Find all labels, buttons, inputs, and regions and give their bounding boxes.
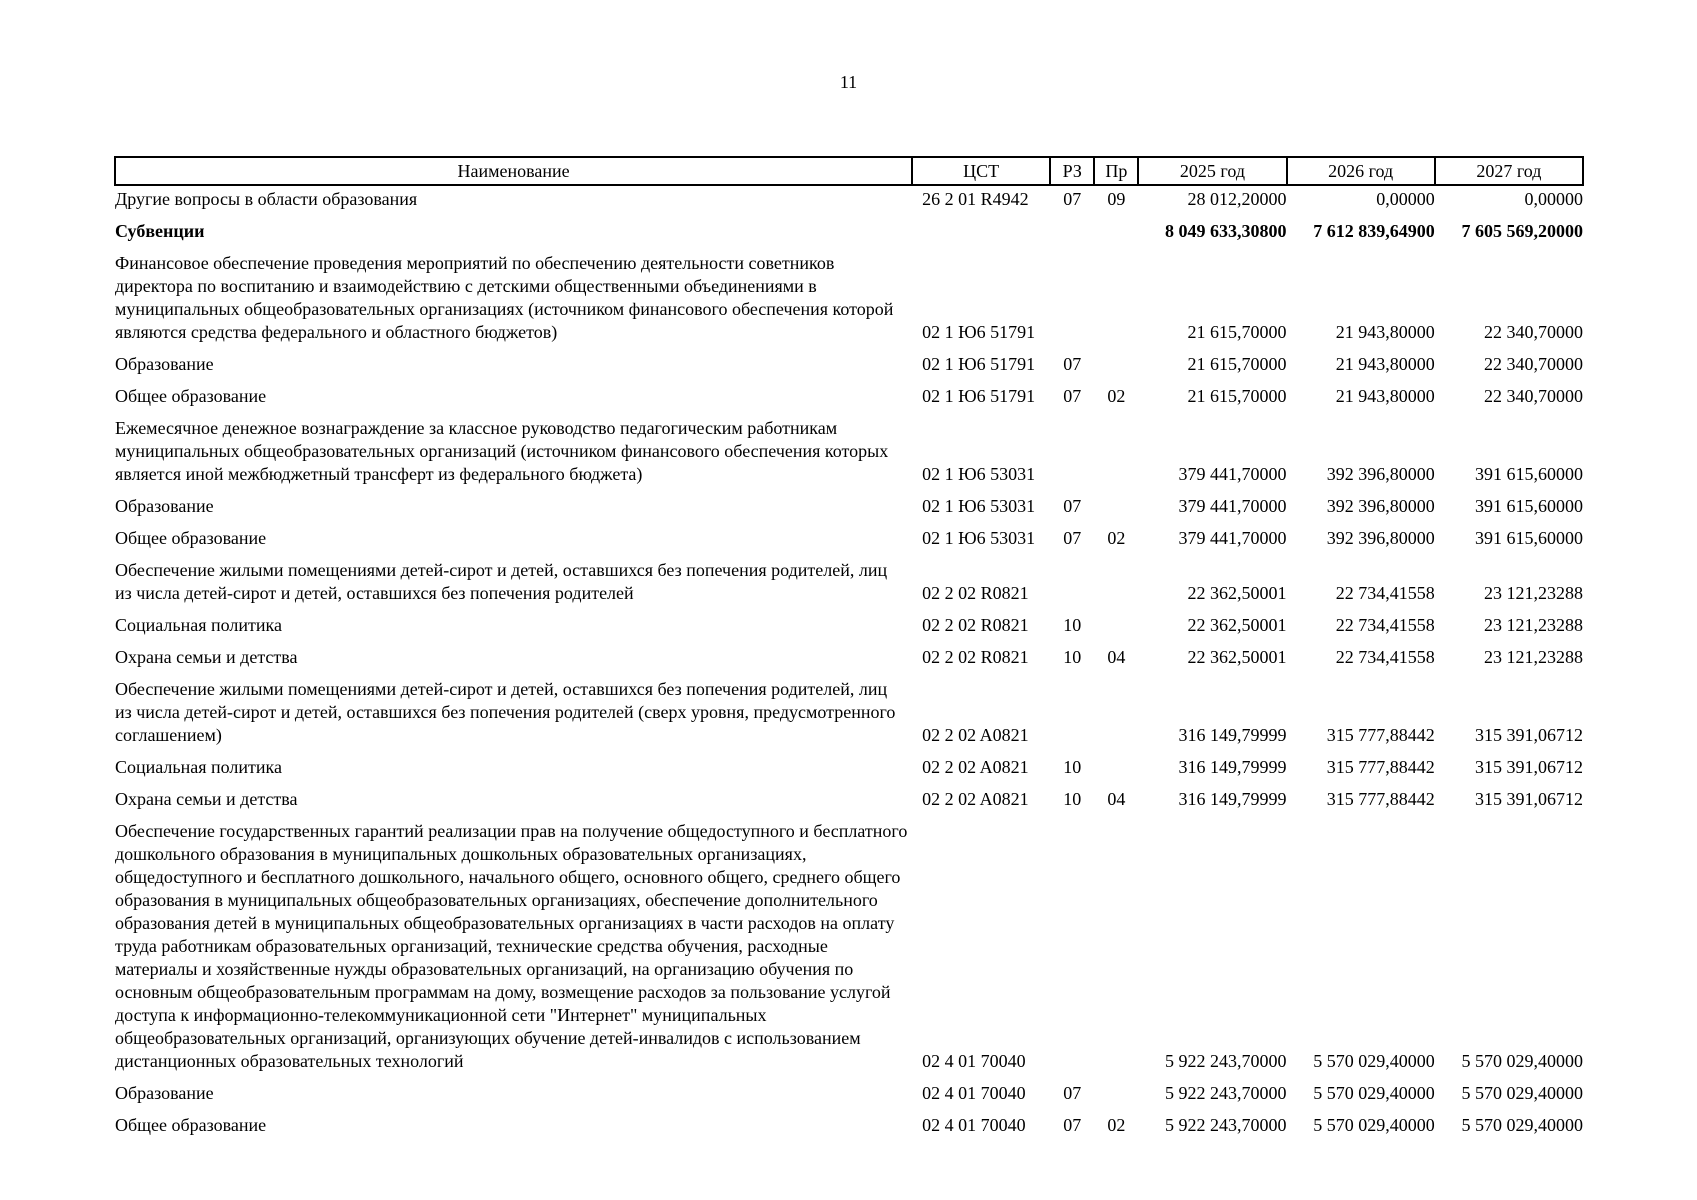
row-2026-value: 5 570 029,40000: [1313, 1083, 1435, 1103]
table-row: [115, 214, 1583, 246]
row-2027-value: 315 391,06712: [1475, 725, 1583, 745]
row-rz-cell: 07: [1063, 1115, 1082, 1135]
row-pr-cell: [1094, 608, 1138, 640]
column-header-2026: 2026 год: [1287, 157, 1435, 185]
row-name-cell: Социальная политика: [115, 615, 282, 635]
row-2025-value: 379 441,70000: [1178, 464, 1287, 484]
table-row: [115, 640, 1583, 672]
table-row: [115, 750, 1583, 782]
column-header-pr: Пр: [1094, 157, 1138, 185]
row-2027-value: 23 121,23288: [1484, 615, 1583, 635]
row-2027-value: 22 340,70000: [1484, 322, 1583, 342]
row-rz-cell: 07: [1063, 354, 1082, 374]
row-cst-cell: 02 1 Ю6 53031: [922, 496, 1036, 516]
row-2025-value: 8 049 633,30800: [1165, 221, 1287, 241]
row-rz-cell: [1050, 214, 1094, 246]
row-cst-cell: 02 2 02 R0821: [922, 647, 1029, 667]
row-2027-value: 22 340,70000: [1484, 386, 1583, 406]
row-cst-cell: [912, 214, 1050, 246]
row-pr-cell: 04: [1107, 789, 1126, 809]
table-row: [115, 185, 1583, 214]
table-row: [115, 347, 1583, 379]
table-row: [115, 521, 1583, 553]
row-2027-value: 5 570 029,40000: [1461, 1051, 1583, 1071]
row-rz-cell: 07: [1063, 386, 1082, 406]
row-rz-cell: [1050, 814, 1094, 1076]
row-2025-value: 28 012,20000: [1187, 189, 1287, 209]
row-cst-cell: 02 1 Ю6 53031: [922, 464, 1036, 484]
row-2025-value: 5 922 243,70000: [1165, 1051, 1287, 1071]
page-number: 11: [839, 72, 858, 92]
row-2025-value: 316 149,79999: [1178, 725, 1287, 745]
row-rz-cell: 07: [1063, 528, 1082, 548]
row-cst-cell: 02 2 02 R0821: [922, 583, 1029, 603]
row-pr-cell: [1094, 489, 1138, 521]
row-cst-cell: 02 1 Ю6 51791: [922, 322, 1036, 342]
row-2025-value: 379 441,70000: [1178, 496, 1287, 516]
row-2026-value: 0,00000: [1376, 189, 1435, 209]
table-row: [115, 608, 1583, 640]
row-name-cell: Образование: [115, 1083, 214, 1103]
row-2026-value: 5 570 029,40000: [1313, 1051, 1435, 1071]
row-2026-value: 22 734,41558: [1335, 583, 1435, 603]
row-2027-value: 391 615,60000: [1475, 528, 1583, 548]
row-cst-cell: 02 1 Ю6 51791: [922, 354, 1036, 374]
row-name-cell: Ежемесячное денежное вознаграждение за классное руководство педагогическим работникам муниципальных общеобразовательных организаций (источником финансового обеспечения которых является иной межбюджетный трансферт из федерального бюджета): [115, 418, 889, 484]
table-row: [115, 246, 1583, 347]
row-name-cell: Обеспечение жилыми помещениями детей-сирот и детей, оставшихся без попечения родителей, лиц из числа детей-сирот и детей, оставшихся без попечения родителей (сверх уровня, предусмотренного соглашением): [115, 679, 896, 745]
row-cst-cell: 02 4 01 70040: [922, 1051, 1026, 1071]
row-2026-value: 21 943,80000: [1335, 354, 1435, 374]
row-name-cell: Общее образование: [115, 1115, 267, 1135]
row-pr-cell: [1094, 814, 1138, 1076]
table-row: [115, 553, 1583, 608]
row-pr-cell: [1094, 246, 1138, 347]
table-header: [115, 157, 1583, 185]
table-body: [115, 185, 1583, 1140]
row-2025-value: 21 615,70000: [1187, 322, 1287, 342]
row-2026-value: 21 943,80000: [1335, 322, 1435, 342]
row-2027-value: 315 391,06712: [1475, 757, 1583, 777]
row-rz-cell: [1050, 672, 1094, 750]
row-name-cell: Обеспечение государственных гарантий реализации прав на получение общедоступного и бесплатного дошкольного образования в муниципальных дошкольных образовательных организациях, общедоступного и бесплатного дошкольного, начального общего, основного общего, среднего общего образования в муниципальных общеобразовательных организациях, обеспечение дополнительного образования детей в муниципальных общеобразовательных организациях в части расходов на оплату труда работникам образовательных организаций, технические средства обучения, расходные материалы и хозяйственные нужды образовательных организаций, на организацию обучения по основным общеобразовательным программам на дому, возмещение расходов за пользование услугой доступа к информационно-телекоммуникационной сети "Интернет" муниципальных общеобразовательных организаций, организующих обучение детей-инвалидов с использованием дистанционных образовательных технологий: [115, 821, 908, 1071]
table-row: [115, 1076, 1583, 1108]
row-pr-cell: [1094, 750, 1138, 782]
table-row: [115, 379, 1583, 411]
row-2025-value: 21 615,70000: [1187, 386, 1287, 406]
row-rz-cell: 07: [1063, 189, 1082, 209]
row-rz-cell: 10: [1063, 647, 1082, 667]
row-2027-value: 0,00000: [1524, 189, 1583, 209]
header-row: [115, 157, 1583, 185]
row-cst-cell: 02 2 02 A0821: [922, 757, 1029, 777]
row-cst-cell: 02 1 Ю6 51791: [922, 386, 1036, 406]
row-pr-cell: [1094, 1076, 1138, 1108]
row-rz-cell: 10: [1063, 757, 1082, 777]
row-name-cell: Субвенции: [115, 221, 205, 241]
row-rz-cell: 07: [1063, 496, 1082, 516]
row-2026-value: 5 570 029,40000: [1313, 1115, 1435, 1135]
row-2027-value: 7 605 569,20000: [1461, 221, 1583, 241]
row-pr-cell: [1094, 672, 1138, 750]
row-cst-cell: 02 2 02 R0821: [922, 615, 1029, 635]
row-rz-cell: [1050, 411, 1094, 489]
row-2027-value: 23 121,23288: [1484, 647, 1583, 667]
row-pr-cell: 09: [1107, 189, 1126, 209]
row-name-cell: Финансовое обеспечение проведения мероприятий по обеспечению деятельности советников директора по воспитанию и взаимодействию с детскими общественными объединениями в муниципальных общеобразовательных организациях (источником финансового обеспечения которой являются средства федерального и областного бюджетов): [115, 253, 894, 342]
row-name-cell: Охрана семьи и детства: [115, 789, 298, 809]
row-2025-value: 22 362,50001: [1187, 647, 1287, 667]
row-2027-value: 315 391,06712: [1475, 789, 1583, 809]
row-2025-value: 316 149,79999: [1178, 789, 1287, 809]
row-name-cell: Общее образование: [115, 528, 267, 548]
row-cst-cell: 26 2 01 R4942: [922, 189, 1029, 209]
row-2027-value: 5 570 029,40000: [1461, 1115, 1583, 1135]
row-2026-value: 392 396,80000: [1326, 528, 1435, 548]
row-pr-cell: [1094, 214, 1138, 246]
row-cst-cell: 02 4 01 70040: [922, 1115, 1026, 1135]
row-2026-value: 315 777,88442: [1326, 757, 1435, 777]
row-2026-value: 22 734,41558: [1335, 615, 1435, 635]
row-2025-value: 21 615,70000: [1187, 354, 1287, 374]
row-2027-value: 23 121,23288: [1484, 583, 1583, 603]
row-rz-cell: [1050, 246, 1094, 347]
row-name-cell: Обеспечение жилыми помещениями детей-сирот и детей, оставшихся без попечения родителей, лиц из числа детей-сирот и детей, оставшихся без попечения родителей: [115, 560, 888, 603]
row-name-cell: Охрана семьи и детства: [115, 647, 298, 667]
table-row: [115, 814, 1583, 1076]
row-cst-cell: 02 2 02 A0821: [922, 789, 1029, 809]
row-2026-value: 7 612 839,64900: [1313, 221, 1435, 241]
row-cst-cell: 02 4 01 70040: [922, 1083, 1026, 1103]
row-pr-cell: [1094, 347, 1138, 379]
row-pr-cell: 02: [1107, 528, 1126, 548]
row-name-cell: Общее образование: [115, 386, 267, 406]
row-2026-value: 315 777,88442: [1326, 789, 1435, 809]
row-name-cell: Другие вопросы в области образования: [115, 189, 418, 209]
row-2027-value: 22 340,70000: [1484, 354, 1583, 374]
table-row: [115, 1108, 1583, 1140]
row-2025-value: 316 149,79999: [1178, 757, 1287, 777]
row-2025-value: 5 922 243,70000: [1165, 1083, 1287, 1103]
row-2026-value: 22 734,41558: [1335, 647, 1435, 667]
row-rz-cell: 07: [1063, 1083, 1082, 1103]
row-rz-cell: 10: [1063, 615, 1082, 635]
table-row: [115, 672, 1583, 750]
row-cst-cell: 02 1 Ю6 53031: [922, 528, 1036, 548]
row-name-cell: Социальная политика: [115, 757, 282, 777]
row-2025-value: 5 922 243,70000: [1165, 1115, 1287, 1135]
column-header-name: Наименование: [115, 157, 912, 185]
row-2025-value: 22 362,50001: [1187, 583, 1287, 603]
row-pr-cell: [1094, 411, 1138, 489]
column-header-2027: 2027 год: [1435, 157, 1583, 185]
row-name-cell: Образование: [115, 354, 214, 374]
column-header-2025: 2025 год: [1138, 157, 1286, 185]
table-row: [115, 411, 1583, 489]
row-pr-cell: 02: [1107, 386, 1126, 406]
column-header-cst: ЦСТ: [912, 157, 1050, 185]
budget-table: [114, 156, 1584, 1140]
row-2027-value: 391 615,60000: [1475, 464, 1583, 484]
row-2026-value: 315 777,88442: [1326, 725, 1435, 745]
row-pr-cell: [1094, 553, 1138, 608]
row-2026-value: 392 396,80000: [1326, 496, 1435, 516]
table-row: [115, 782, 1583, 814]
row-pr-cell: 02: [1107, 1115, 1126, 1135]
row-name-cell: Образование: [115, 496, 214, 516]
table-row: [115, 489, 1583, 521]
column-header-rz: РЗ: [1050, 157, 1094, 185]
row-2027-value: 5 570 029,40000: [1461, 1083, 1583, 1103]
row-2025-value: 379 441,70000: [1178, 528, 1287, 548]
row-2025-value: 22 362,50001: [1187, 615, 1287, 635]
row-rz-cell: 10: [1063, 789, 1082, 809]
row-2026-value: 21 943,80000: [1335, 386, 1435, 406]
row-cst-cell: 02 2 02 A0821: [922, 725, 1029, 745]
row-rz-cell: [1050, 553, 1094, 608]
row-2026-value: 392 396,80000: [1326, 464, 1435, 484]
row-pr-cell: 04: [1107, 647, 1126, 667]
row-2027-value: 391 615,60000: [1475, 496, 1583, 516]
